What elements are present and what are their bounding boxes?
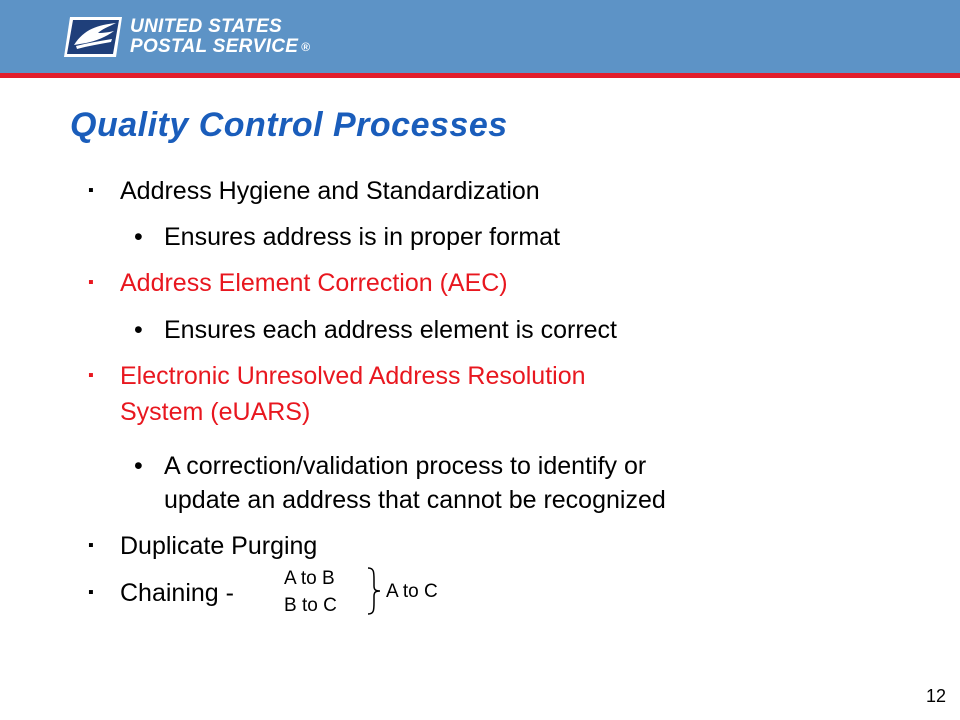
right-brace-icon: [366, 566, 382, 616]
square-bullet-icon: ▪: [88, 182, 94, 199]
logo-line-1: UNITED STATES: [130, 16, 283, 37]
square-bullet-icon: ▪: [88, 274, 94, 291]
dot-bullet-icon: •: [134, 223, 143, 251]
subbullet-text-line-1: A correction/validation process to identify or: [164, 452, 647, 480]
bullet-text: Address Element Correction (AEC): [120, 269, 508, 297]
slide-title: Quality Control Processes: [70, 106, 508, 144]
square-bullet-icon: ▪: [88, 367, 94, 384]
chaining-a-to-b: A to B: [284, 568, 335, 589]
subbullet-text: Ensures address is in proper format: [164, 223, 561, 251]
square-bullet-icon: ▪: [88, 584, 94, 601]
chaining-b-to-c: B to C: [284, 595, 337, 616]
dot-bullet-icon: •: [134, 316, 143, 344]
registered-mark: ®: [301, 40, 311, 54]
eagle-icon: [64, 15, 124, 59]
header-red-stripe: [0, 73, 960, 78]
bullet-text-line-2: System (eUARS): [120, 398, 311, 426]
bullet-text: Duplicate Purging: [120, 532, 318, 560]
logo-line-2: POSTAL SERVICE: [130, 36, 299, 57]
bullet-text: Chaining -: [120, 579, 234, 607]
subbullet-text-line-2: update an address that cannot be recognized: [164, 486, 666, 514]
subbullet-text: Ensures each address element is correct: [164, 316, 617, 344]
bullet-text-line-1: Electronic Unresolved Address Resolution: [120, 362, 586, 390]
logo-wordmark: [130, 17, 310, 57]
header-bar: [0, 0, 960, 73]
dot-bullet-icon: •: [134, 452, 143, 480]
bullet-text: Address Hygiene and Standardization: [120, 177, 540, 205]
usps-logo: [64, 14, 310, 60]
chaining-result: A to C: [386, 581, 438, 602]
page-number: 12: [925, 686, 946, 706]
square-bullet-icon: ▪: [88, 537, 94, 554]
